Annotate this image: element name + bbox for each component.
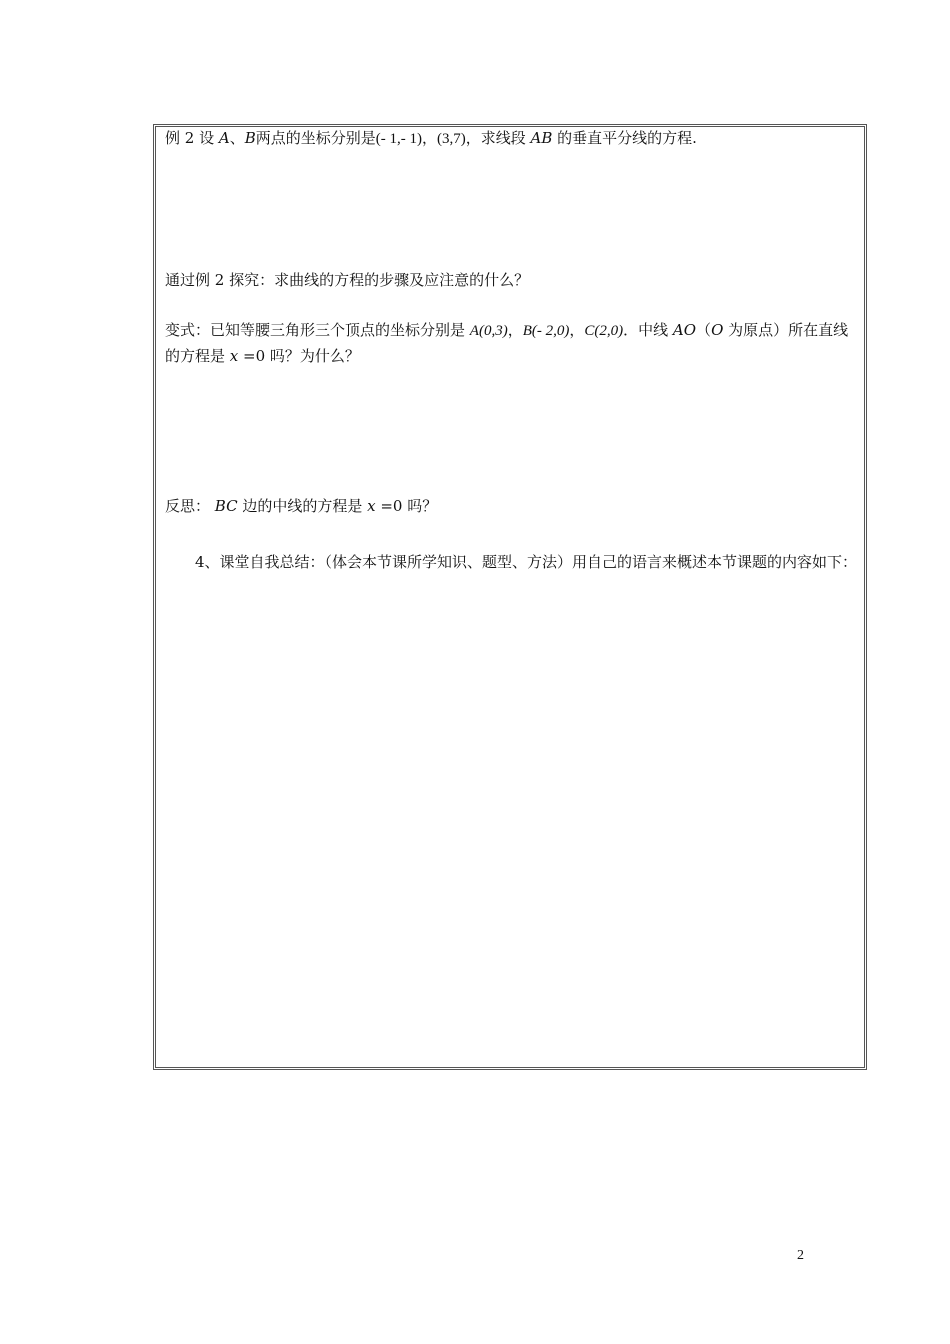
- variant-text: 变式：已知等腰三角形三个顶点的坐标分别是 A(0,3)，B(- 2,0)，C(2,0)．中线 AO（O 为原点）所在直线的方程是 x =0 吗？为什么？: [165, 321, 849, 365]
- example-2-text: 例 2 设 A、B两点的坐标分别是(- 1,- 1)，(3,7)，求线段 AB 的垂直平分线的方程.: [165, 129, 697, 147]
- explore-text: 通过例 2 探究：求曲线的方程的步骤及应注意的什么？: [165, 271, 530, 289]
- content-frame: [153, 124, 867, 1070]
- reflect-text: 反思： BC 边的中线的方程是 x =0 吗？: [165, 497, 438, 515]
- summary-text: 4、课堂自我总结：（体会本节课所学知识、题型、方法）用自己的语言来概述本节课题的内容如下：: [195, 553, 858, 571]
- page-number: 2: [797, 1248, 804, 1263]
